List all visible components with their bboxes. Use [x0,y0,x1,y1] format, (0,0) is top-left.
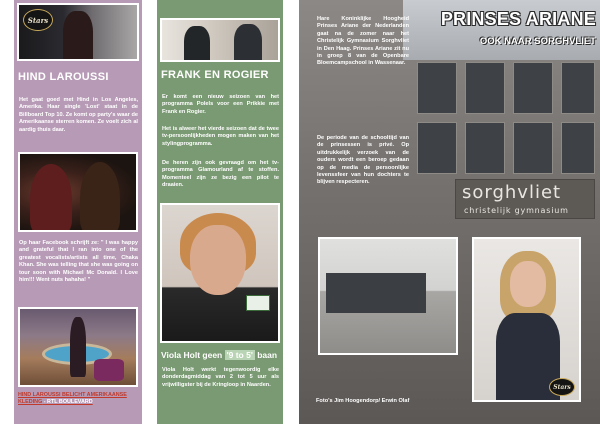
window [513,62,553,114]
stars-logo: Stars [23,9,53,31]
stars-logo: Stars [549,378,575,396]
column-prinses-ariane [299,0,600,424]
window [561,62,595,114]
frank-paragraph-3: De heren zijn ook gevraagd om het tv-programma Glamourland af te stoffen. Momenteel zijn ze bezig een pilot te draaien. [162,160,279,189]
rtl-caption: HIND LAROUSSI BELICHT AMERIKAANSE KLEDING - RTL BOULEVARD [18,392,127,405]
hind-pool-photo [18,307,138,387]
viola-face [190,225,246,295]
window [465,122,505,174]
window [417,122,457,174]
ariane-paragraph-1: Hare Koninklijke Hoogheid Prinses Ariane der Nederlanden gaat na de zomer naar het Christelijk Gymnasium Sorghvliet in Den Haag. Prinses Ariane zit nu in groep 8 van de Openbare Bloemcampschool in Wassenaar. [317,16,409,67]
frank-figure [184,26,210,62]
hind-chaka-khan-photo [18,152,138,232]
photo-credit: Foto's Jim Hoogendorp/ Erwin Olaf [316,398,410,404]
hind-figure-3 [70,317,86,377]
school-photo [318,237,458,355]
chaka-khan-figure [30,164,72,232]
frank-heading: FRANK EN ROGIER [161,69,269,81]
hind-heading: HIND LAROUSSI [18,71,109,83]
sorghvliet-sign: sorghvliet christelijk gymnasium [455,179,595,219]
viola-paragraph: Viola Holt werkt tegenwoordig elke donderdagmiddag van 2 tot 5 uur als vrijwilligster bij de Kringloop in Naarden. [162,367,279,388]
hind-figure-2 [80,162,120,232]
ariane-title: PRINSES ARIANE [440,9,596,29]
window [561,122,595,174]
prinses-ariane-photo [472,237,581,402]
viola-heading: Viola Holt geen '9 to 5' baan [161,350,278,360]
hind-figure [63,11,93,61]
ariane-paragraph-2: De periode van de schooltijd van de prinsessen is privé. Op uitdrukkelijk verzoek van de ouders wordt een beroep gedaan op de media de persoonlijke levenssfeer van hun dochters te blijven respecteren. [317,135,409,186]
column-frank-en-rogier [157,0,283,424]
window [513,122,553,174]
ariane-subtitle: OOK NAAR SORGHVLIET [479,36,596,47]
viola-holt-photo [160,203,280,343]
frank-paragraph-2: Het is alweer het vierde seizoen dat de twee tv-persoonlijkheden mogen maken van het stylingprogramma. [162,126,279,147]
name-badge [246,295,270,311]
hind-paragraph-2: Op haar Facebook schrijft ze: " I was happy and grateful that I ran into one of the greatest vocalists/artists all time, Chaka Khan. She was telling that she was going on tour soon with Michael Mc Donald. I Love him!!! Went nuts hahaha! " [19,240,138,284]
school-building [326,273,426,313]
frank-paragraph-1: Er komt een nieuw seizoen van het programma Polels voor een Prikkie met Frank en Rogier. [162,94,279,115]
ariane-face [510,261,546,307]
window [465,62,505,114]
hind-paragraph-1: Het gaat goed met Hind in Los Angeles, Amerika. Haar single 'Lost' staat in de Billboard Top 10. Ze komt op party's waar de Amerikaanse sterren komen. Ze voelt zich al aardig thuis daar. [19,97,138,133]
window [417,62,457,114]
hind-laroussi-photo [17,3,139,61]
boots-shape [94,359,124,381]
column-hind-laroussi [14,0,142,424]
rogier-figure [234,24,262,62]
frank-en-rogier-photo [160,18,280,62]
